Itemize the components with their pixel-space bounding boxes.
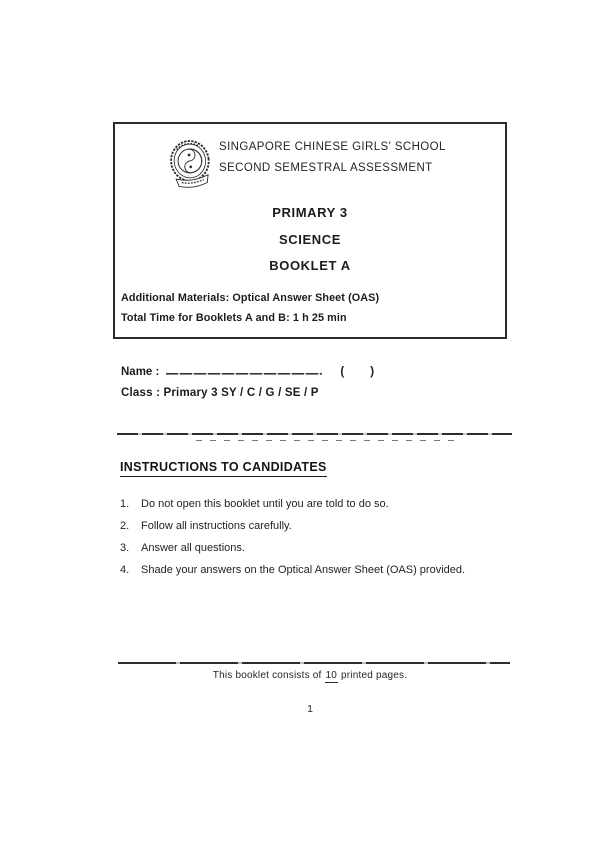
footer-note-suffix: printed pages. bbox=[338, 670, 408, 681]
instruction-text: Do not open this booklet until you are told to do so. bbox=[141, 498, 389, 510]
separator-bottom bbox=[118, 662, 510, 664]
index-paren-open: ( bbox=[340, 366, 345, 378]
dashed-separator-top-artifact bbox=[196, 440, 454, 441]
school-header bbox=[219, 137, 446, 178]
instruction-item bbox=[120, 565, 465, 577]
footer-note-prefix: This booklet consists of bbox=[212, 670, 325, 681]
footer-note-page-count: 10 bbox=[325, 670, 338, 681]
index-paren-close: ) bbox=[370, 366, 375, 378]
instruction-item bbox=[120, 499, 465, 511]
instruction-number: 2. bbox=[120, 520, 130, 532]
instruction-text: Shade your answers on the Optical Answer Sheet (OAS) provided. bbox=[141, 564, 466, 576]
instruction-item bbox=[120, 543, 465, 555]
instruction-item bbox=[120, 521, 465, 533]
school-name: SINGAPORE CHINESE GIRLS' SCHOOL bbox=[219, 141, 446, 153]
page-number: 1 bbox=[307, 703, 313, 715]
name-blank-line bbox=[166, 364, 322, 375]
exam-subject: SCIENCE bbox=[279, 231, 341, 247]
additional-materials-line: Additional Materials: Optical Answer Sheet (OAS) bbox=[121, 292, 380, 304]
total-time-line: Total Time for Booklets A and B: 1 h 25 min bbox=[121, 312, 347, 324]
instruction-text: Follow all instructions carefully. bbox=[141, 520, 292, 532]
footer-note bbox=[10, 670, 600, 681]
header-box bbox=[113, 122, 507, 339]
materials-block bbox=[121, 288, 379, 328]
instructions-heading: INSTRUCTIONS TO CANDIDATES bbox=[120, 460, 327, 477]
exam-booklet: BOOKLET A bbox=[269, 258, 351, 273]
instruction-number: 3. bbox=[120, 542, 130, 554]
exam-level: PRIMARY 3 bbox=[272, 205, 348, 220]
name-label: Name : bbox=[121, 366, 160, 378]
name-row bbox=[121, 364, 374, 378]
instruction-text: Answer all questions. bbox=[141, 542, 245, 554]
instructions-list bbox=[120, 499, 465, 587]
school-crest-logo bbox=[167, 135, 213, 193]
assessment-name: SECOND SEMESTRAL ASSESSMENT bbox=[219, 161, 433, 174]
exam-title-block bbox=[115, 200, 505, 280]
class-row: Class : Primary 3 SY / C / G / SE / P bbox=[121, 387, 319, 399]
dashed-separator-top bbox=[117, 433, 512, 435]
instruction-number: 1. bbox=[120, 498, 130, 510]
instruction-number: 4. bbox=[120, 564, 130, 576]
